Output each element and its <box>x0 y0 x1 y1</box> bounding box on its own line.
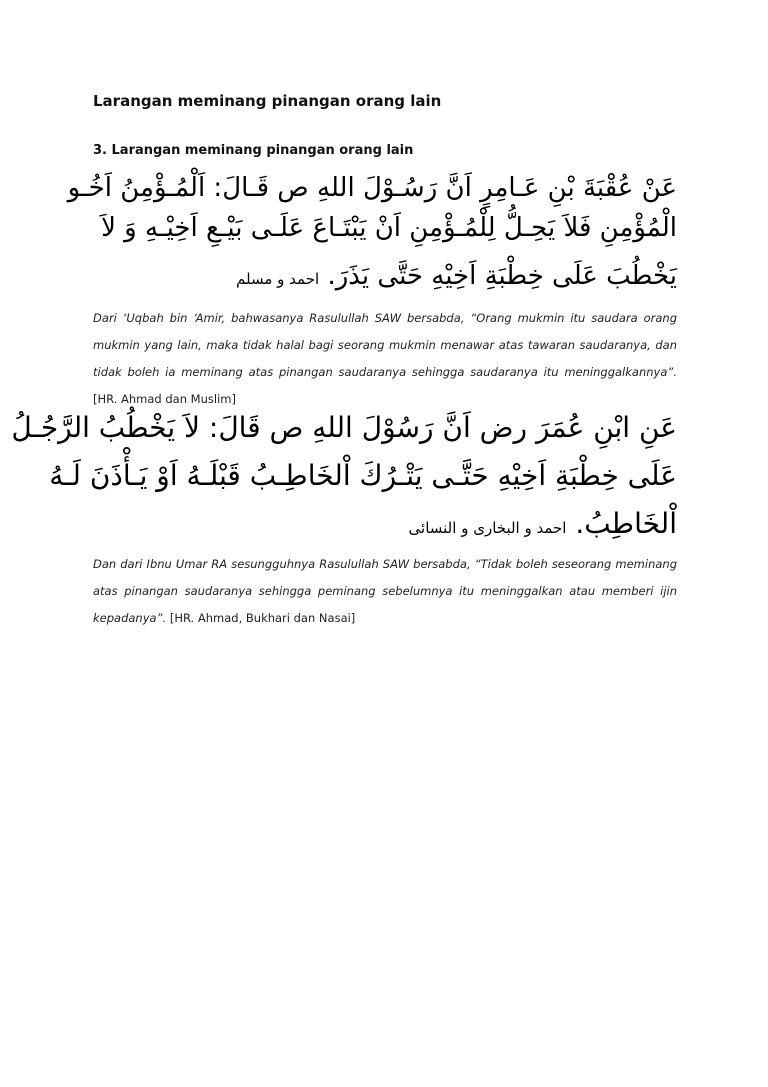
hadith1-translation-text: Dari ‘Uqbah bin ‘Amir, bahwasanya Rasulullah SAW bersabda, “Orang mukmin itu saudara orang mukmin yang lain, maka tidak halal bagi seorang mukmin menawar atas tawaran saudaranya, dan tidak boleh ia meminang atas pinangan saudaranya sehingga saudaranya itu meninggalkannya”. <box>93 311 677 379</box>
hadith2-arabic-reference: احمد و البخارى و النسائى <box>408 519 567 537</box>
section-heading: 3. Larangan meminang pinangan orang lain <box>93 143 414 158</box>
hadith2-translation-text: Dan dari Ibnu Umar RA sesungguhnya Rasulullah SAW bersabda, “Tidak boleh seseorang meminang atas pinangan saudaranya sehingga peminang sebelumnya itu meninggalkan atau memberi ijin kepadanya”. <box>93 557 677 625</box>
hadith1-translation-reference: [HR. Ahmad dan Muslim] <box>93 392 236 406</box>
hadith2-arabic-line3 <box>93 502 677 550</box>
hadith1-arabic-line1: عَنْ عُقْبَةَ بْنِ عَـامِرٍ اَنَّ رَسُـوْلَ اللهِ ص قَـالَ: اَلْمُـؤْمِنُ اَخُـو <box>67 173 677 203</box>
hadith2-arabic-line2: عَلَى خِطْبَةِ اَخِيْهِ حَتَّـى يَتْـرُكَ اْلخَاطِـبُ قَبْلَـهُ اَوْ يَـأْذَنَ لَـهُ <box>49 459 677 492</box>
hadith1-arabic-line3 <box>93 256 677 299</box>
hadith1-arabic-reference: احمد و مسلم <box>236 270 320 288</box>
hadith2-translation <box>93 551 677 632</box>
hadith2-arabic-line1: عَنِ ابْنِ عُمَرَ رض اَنَّ رَسُوْلَ اللهِ ص قَالَ: لاَ يَخْطُبُ الرَّجُـلُ <box>11 411 677 444</box>
hadith1-arabic-line2: الْمُؤْمِنِ فَلاَ يَحِـلُّ لِلْمُـؤْمِنِ اَنْ يَبْتَـاعَ عَلَـى بَيْـعِ اَخِيْـهِ وَ لاَ <box>101 213 677 243</box>
document-title: Larangan meminang pinangan orang lain <box>93 92 442 110</box>
hadith2-translation-reference: [HR. Ahmad, Bukhari dan Nasai] <box>169 611 356 625</box>
hadith2-arabic-text: اْلخَاطِبُ. <box>575 507 677 540</box>
hadith1-arabic-text: يَخْطُبَ عَلَى خِطْبَةِ اَخِيْهِ حَتَّى يَذَرَ. <box>327 261 677 291</box>
hadith1-translation <box>93 305 677 413</box>
